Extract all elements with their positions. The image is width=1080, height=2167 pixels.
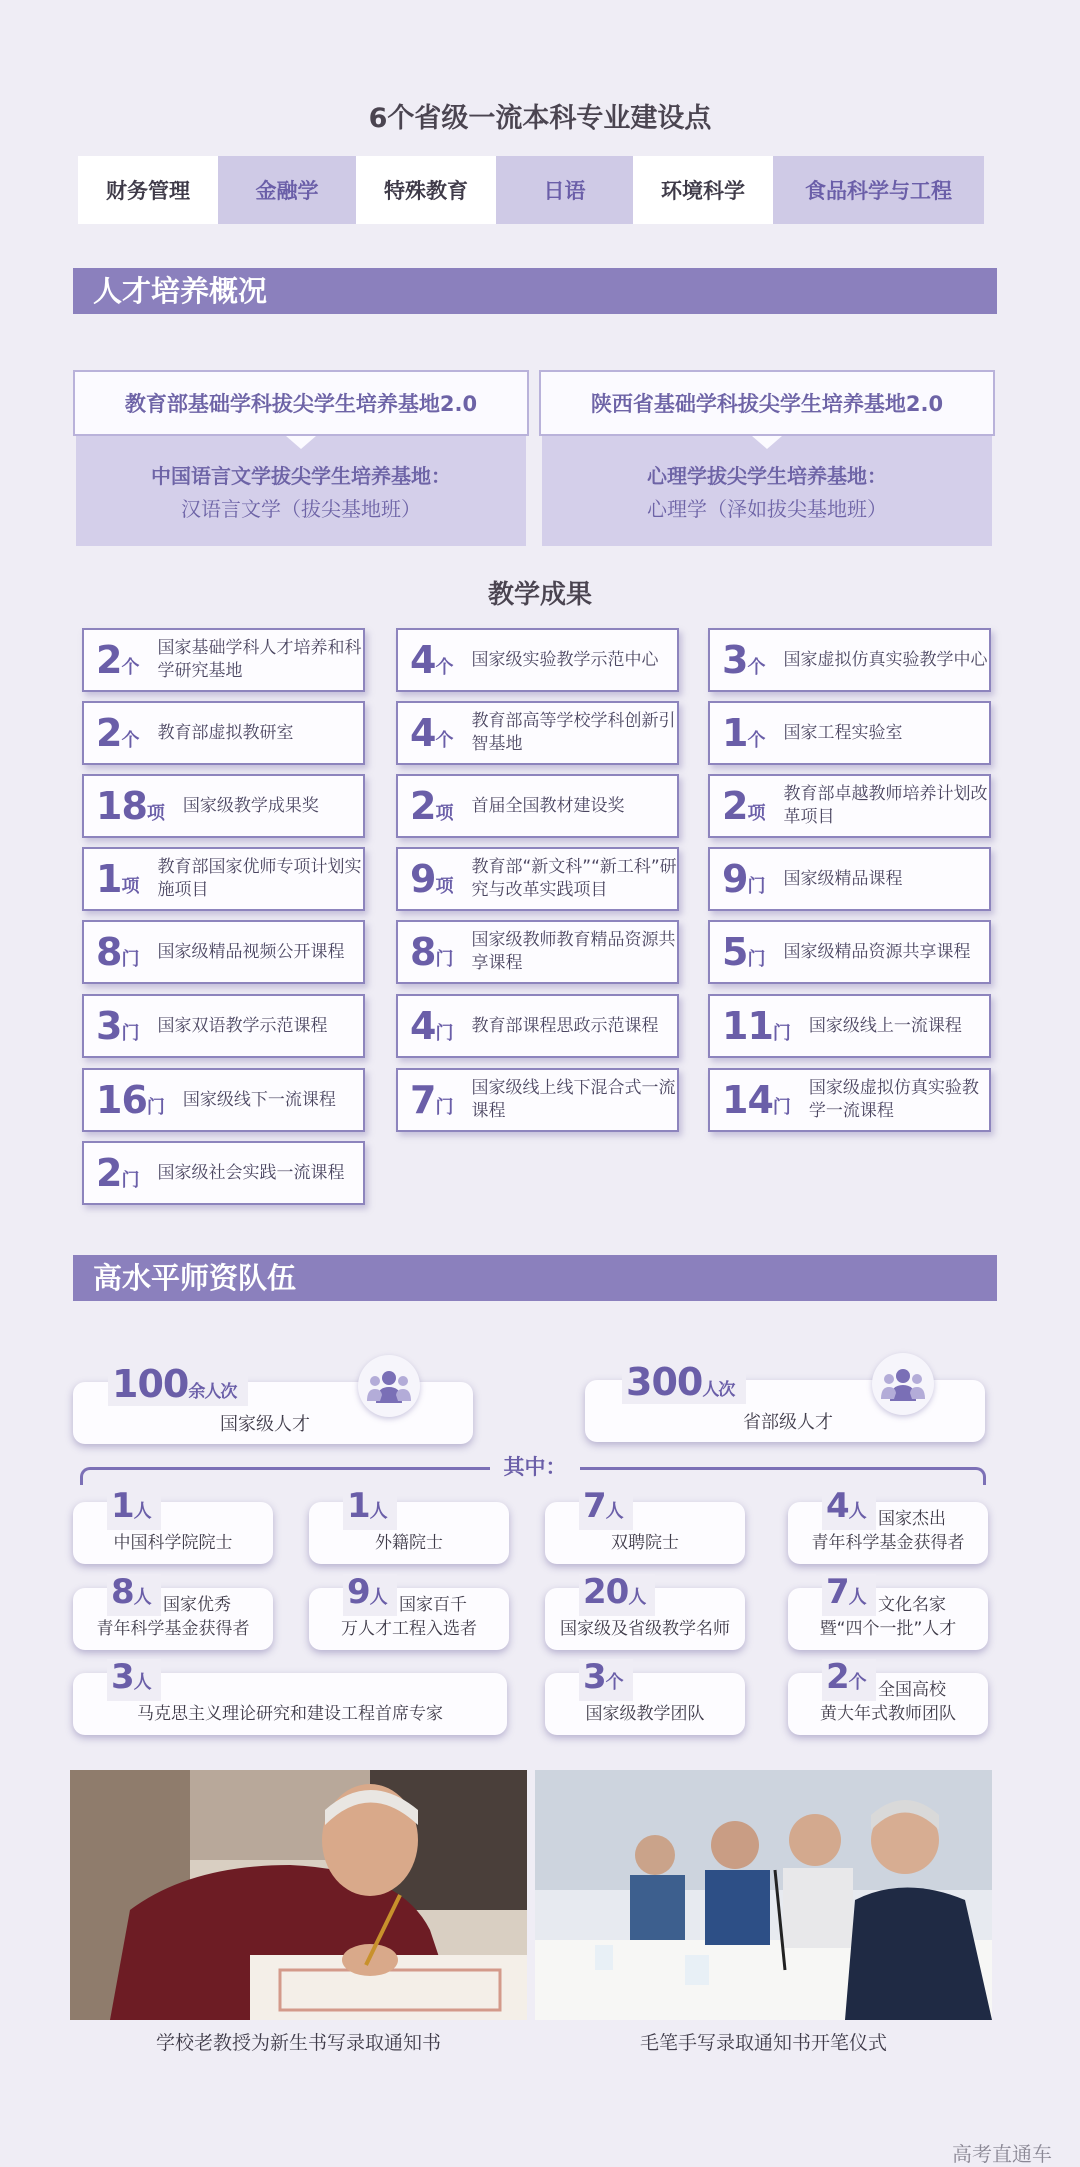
faculty-label-line1: 国家优秀: [163, 1595, 231, 1615]
achievement-count: 4: [410, 1004, 436, 1048]
watermark: 高考直通车: [952, 2142, 1052, 2166]
faculty-label: 青年科学基金获得者: [96, 1619, 250, 1639]
achievement-desc: 国家级精品课程: [783, 868, 903, 889]
major-item: 日语: [496, 156, 633, 224]
achievement-card: [82, 994, 365, 1058]
achievement-card: [708, 628, 991, 692]
among-label: 其中：: [490, 1451, 580, 1481]
provincial-talent-label: 省部级人才: [743, 1412, 833, 1433]
achievement-count: 1: [96, 857, 122, 901]
achievement-desc: 国家虚拟仿真实验教学中心: [783, 649, 988, 670]
faculty-label-line1: 文化名家: [878, 1595, 946, 1615]
achievement-desc: 国家级线上一流课程: [808, 1015, 962, 1036]
faculty-count: 1人: [343, 1488, 397, 1530]
achievement-unit: 门: [121, 949, 140, 970]
achievement-card: [708, 701, 991, 765]
achievement-count: 5: [722, 930, 748, 974]
achievement-unit: 门: [747, 949, 766, 970]
people-icon: [358, 1355, 420, 1417]
achievement-desc: 国家级教学成果奖: [182, 795, 319, 816]
faculty-label-line1: 国家百千: [399, 1595, 467, 1615]
achievement-count: 2: [96, 638, 122, 682]
achievement-unit: 项: [435, 876, 454, 897]
faculty-count: 7人: [579, 1488, 633, 1530]
base-header-right: 陕西省基础学科拔尖学生培养基地2.0: [539, 370, 995, 436]
achievement-desc: 教育部“新文科”“新工科”研究与改革实践项目: [471, 857, 677, 900]
achievement-desc: 国家工程实验室: [783, 722, 903, 743]
people-icon: [872, 1353, 934, 1415]
achievement-desc: 国家级线下一流课程: [182, 1089, 336, 1110]
faculty-label: 外籍院士: [375, 1533, 443, 1553]
achievement-desc: 国家基础学科人才培养和科学研究基地: [157, 638, 362, 681]
achievement-card: [82, 774, 365, 838]
achievement-card: [82, 1141, 365, 1205]
achievement-desc: 国家级实验教学示范中心: [471, 649, 659, 670]
achievement-unit: 门: [772, 1097, 791, 1118]
achievement-unit: 项: [747, 803, 766, 824]
faculty-count: 8人: [107, 1574, 161, 1616]
base-arrow: [752, 436, 782, 449]
achievement-card: [82, 1068, 365, 1132]
achievement-card: [708, 1068, 991, 1132]
achievement-desc: 国家级精品资源共享课程: [783, 941, 971, 962]
achievement-count: 1: [722, 711, 748, 755]
achievement-card: [396, 994, 679, 1058]
faculty-count: 1人: [107, 1488, 161, 1530]
achievement-card: [708, 920, 991, 984]
base-detail-title: 心理学拔尖学生培养基地：: [647, 464, 887, 488]
achievement-desc: 国家级线上线下混合式一流课程: [471, 1078, 676, 1121]
base-detail-program: 心理学（泽如拔尖基地班）: [647, 497, 887, 521]
achievement-unit: 项: [146, 803, 165, 824]
achievement-card: [708, 847, 991, 911]
achievement-unit: 个: [435, 730, 454, 751]
achievement-card: [82, 701, 365, 765]
faculty-label: 国家级教学团队: [585, 1704, 705, 1724]
achievement-unit: 门: [772, 1023, 791, 1044]
achievement-count: 8: [96, 930, 122, 974]
achievement-desc: 教育部国家优师专项计划实施项目: [157, 857, 362, 900]
base-detail-right: [542, 436, 992, 546]
achievement-unit: 个: [121, 730, 140, 751]
faculty-label-line1: 全国高校: [878, 1680, 946, 1700]
achievement-card: [82, 847, 365, 911]
faculty-label-line1: 国家杰出: [878, 1509, 946, 1529]
faculty-count: 20人: [579, 1574, 655, 1616]
faculty-label: 青年科学基金获得者: [811, 1533, 965, 1553]
achievement-desc: 国家级虚拟仿真实验教学一流课程: [808, 1078, 979, 1121]
base-detail-title: 中国语言文学拔尖学生培养基地：: [151, 464, 451, 488]
base-header-left: 教育部基础学科拔尖学生培养基地2.0: [73, 370, 529, 436]
majors-strip: [78, 156, 984, 224]
achievement-desc: 教育部课程思政示范课程: [471, 1015, 659, 1036]
faculty-label: 黄大年式教师团队: [820, 1704, 956, 1724]
faculty-label: 暨“四个一批”人才: [819, 1619, 957, 1639]
achievement-count: 3: [722, 638, 748, 682]
faculty-count: 4人: [822, 1488, 876, 1530]
achievement-count: 7: [410, 1078, 436, 1122]
achievement-card: [396, 701, 679, 765]
faculty-count: 2个: [822, 1659, 876, 1701]
faculty-count: 3个: [579, 1659, 633, 1701]
achievement-unit: 门: [747, 876, 766, 897]
achievement-unit: 项: [435, 803, 454, 824]
achievement-desc: 国家级社会实践一流课程: [157, 1162, 345, 1183]
base-detail-program: 汉语言文学（拔尖基地班）: [181, 497, 421, 521]
achievement-desc: 教育部高等学校学科创新引智基地: [471, 711, 676, 754]
achievement-desc: 教育部卓越教师培养计划改革项目: [783, 784, 988, 827]
achievement-count: 2: [96, 711, 122, 755]
talent-banner: 人才培养概况: [73, 268, 997, 314]
achievement-desc: 国家级精品视频公开课程: [157, 941, 345, 962]
faculty-count: 3人: [107, 1659, 161, 1701]
achievement-count: 2: [96, 1151, 122, 1195]
achievement-count: 11: [722, 1004, 773, 1048]
achievement-card: [708, 774, 991, 838]
achievement-card: [396, 920, 679, 984]
achievement-count: 9: [722, 857, 748, 901]
achievement-desc: 国家级教师教育精品资源共享课程: [471, 930, 676, 973]
majors-title: 6个省级一流本科专业建设点: [368, 103, 712, 134]
achievement-count: 9: [410, 857, 436, 901]
faculty-count: 7人: [822, 1574, 876, 1616]
achievement-card: [396, 1068, 679, 1132]
photo-calligraphy-ceremony: [535, 1770, 992, 2020]
achievement-card: [82, 628, 365, 692]
faculty-banner: 高水平师资队伍: [73, 1255, 997, 1301]
achievement-count: 4: [410, 711, 436, 755]
achievement-count: 2: [410, 784, 436, 828]
base-arrow: [286, 436, 316, 449]
achievement-unit: 个: [747, 730, 766, 751]
achievement-unit: 项: [121, 876, 140, 897]
base-detail-left: [76, 436, 526, 546]
major-item: 环境科学: [633, 156, 773, 224]
faculty-label: 双聘院士: [611, 1533, 679, 1553]
photo-caption-right: 毛笔手写录取通知书开笔仪式: [639, 2032, 887, 2054]
achievement-count: 4: [410, 638, 436, 682]
achievement-card: [82, 920, 365, 984]
achievement-count: 2: [722, 784, 748, 828]
achievement-unit: 个: [747, 657, 766, 678]
achievement-unit: 门: [121, 1170, 140, 1191]
photo-professor-writing: [70, 1770, 527, 2020]
achievement-count: 8: [410, 930, 436, 974]
achievement-card: [396, 847, 679, 911]
faculty-label: 马克思主义理论研究和建设工程首席专家: [137, 1704, 443, 1724]
achievement-desc: 首届全国教材建设奖: [471, 795, 625, 816]
achievement-unit: 门: [435, 1023, 454, 1044]
achievement-unit: 门: [146, 1097, 165, 1118]
achievement-count: 16: [96, 1078, 147, 1122]
faculty-count: 9人: [343, 1574, 397, 1616]
national-talent-label: 国家级人才: [220, 1414, 310, 1435]
achievement-count: 14: [722, 1078, 773, 1122]
achievement-desc: 国家双语教学示范课程: [157, 1015, 328, 1036]
achievement-unit: 门: [121, 1023, 140, 1044]
provincial-talent-count: 300人次: [622, 1360, 746, 1404]
photo-caption-left: 学校老教授为新生书写录取通知书: [155, 2032, 441, 2054]
major-item: 食品科学与工程: [773, 156, 984, 224]
achievement-card: [708, 994, 991, 1058]
national-talent-count: 100余人次: [108, 1362, 248, 1406]
major-item: 金融学: [218, 156, 356, 224]
achievement-unit: 门: [435, 1097, 454, 1118]
achievement-desc: 教育部虚拟教研室: [157, 722, 294, 743]
achievement-unit: 门: [435, 949, 454, 970]
achievement-card: [396, 628, 679, 692]
achievement-unit: 个: [121, 657, 140, 678]
major-item: 特殊教育: [356, 156, 496, 224]
achievement-unit: 个: [435, 657, 454, 678]
major-item: 财务管理: [78, 156, 218, 224]
achievements-title: 教学成果: [487, 580, 592, 610]
faculty-label: 国家级及省级教学名师: [560, 1619, 730, 1639]
achievement-count: 18: [96, 784, 147, 828]
achievement-card: [396, 774, 679, 838]
faculty-label: 中国科学院院士: [113, 1533, 233, 1553]
faculty-label: 万人才工程入选者: [341, 1619, 477, 1639]
achievement-count: 3: [96, 1004, 122, 1048]
